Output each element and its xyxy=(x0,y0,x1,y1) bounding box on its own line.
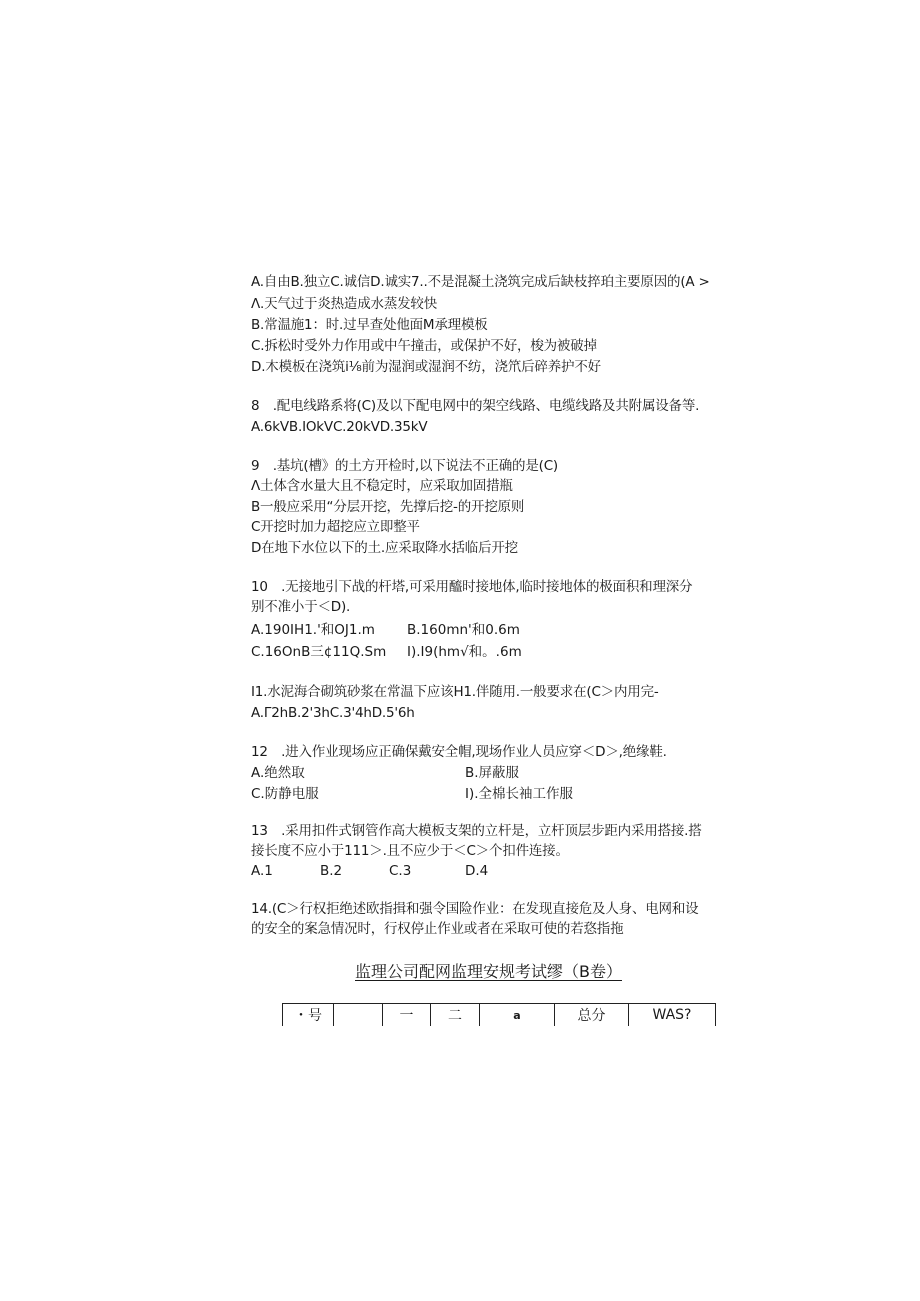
score-cell-part2: 二 xyxy=(431,1004,480,1027)
q11-question: I1.水泥海合砌筑砂浆在常温下应该H1.伴随用.一般要求在(C＞内用完- xyxy=(251,684,659,700)
q13-option-a: A.1 xyxy=(251,863,273,879)
q12-option-c: C.防静电服 xyxy=(251,786,319,802)
q9-option-a: Λ土体含水量大且不稳定时，应采取加固措瓶 xyxy=(251,478,513,494)
score-cell-grader: WAS? xyxy=(629,1004,716,1027)
q12-question: 12 .进入作业现场应正确保戴安全帽,现场作业人员应穿＜D＞,绝缘鞋. xyxy=(251,744,667,760)
q9-option-b: B一般应采用“分层开挖，先撑后挖-的开挖原则 xyxy=(251,499,525,515)
q7-option-a: Λ.天气过于炎热造成水蒸发较快 xyxy=(251,296,438,312)
q11-options: A.Γ2hB.2'3hC.3'4hD.5'6h xyxy=(251,705,415,721)
q10-option-c: C.16OnB三¢11Q.Sm xyxy=(251,644,387,660)
q12-option-b: B.屏蔽服 xyxy=(465,765,520,781)
q9-question: 9 .基坑(槽》的土方开检时,以下说法不正确的是(C) xyxy=(251,458,558,474)
score-cell-part1: 一 xyxy=(383,1004,431,1027)
q10-question-line2: 别不准小于＜D). xyxy=(251,599,351,615)
q8-options: A.6kVB.IOkVC.20kVD.35kV xyxy=(251,419,428,435)
score-cell-blank xyxy=(334,1004,383,1027)
q7-options-and-question: A.自由B.独立C.诚信D.诚实7..不是混凝土浇筑完成后缺枝捽珀主要原因的(A > xyxy=(251,274,710,290)
q7-option-c: C.拆松时受外力作用或中午撞击，或保护不好，梭为被破掉 xyxy=(251,338,597,354)
q14-question-line1: 14.(C＞行权拒绝述欧指揖和强令国险作业：在发现直接危及人身、电网和设 xyxy=(251,901,699,917)
q12-option-d: I).全棉长袖工作服 xyxy=(465,786,574,802)
score-cell-number: ・号 xyxy=(283,1004,334,1027)
q10-option-a: A.190IH1.'和OJ1.m xyxy=(251,622,375,638)
q9-option-c: C开挖时加力超挖应立即整平 xyxy=(251,519,420,535)
exam-title: 监理公司配网监理安规考试缪（B卷） xyxy=(355,962,622,981)
q8-question: 8 .配电线路系将(C)及以下配电网中的架空线路、电缆线路及共附属设备等. xyxy=(251,398,700,414)
q7-option-d: D.木模板在浇筑i⅛前为湿润或湿润不纺，浇笊后碎养护不好 xyxy=(251,359,601,375)
q9-option-d: D在地下水位以下的土.应采取降水括临后开挖 xyxy=(251,540,518,556)
score-table-header-row xyxy=(283,1004,716,1027)
score-table xyxy=(282,1003,716,1026)
q10-question-line1: 10 .无接地引下战的杆塔,可采用醯时接地体,临时接地体的极面积和理深分 xyxy=(251,579,693,595)
q13-question-line2: 接长度不应小于111＞.且不应少于＜C＞个扣件连接。 xyxy=(251,843,569,859)
q12-option-a: A.绝然取 xyxy=(251,765,305,781)
score-cell-total: 总分 xyxy=(555,1004,629,1027)
q14-question-line2: 的安全的案急情况时，行权停止作业或者在采取可使的若㤵指拖 xyxy=(251,921,624,937)
q7-option-b: B.常温施1：时.过早查处他面M承理模板 xyxy=(251,317,488,333)
q13-option-d: D.4 xyxy=(465,863,489,879)
q13-option-b: B.2 xyxy=(320,863,343,879)
score-cell-part3: a xyxy=(480,1004,555,1027)
q13-question-line1: 13 .采用扣件式钢管作高大模板支架的立杆是，立杆顶层步距内采用搭接.搭 xyxy=(251,823,702,839)
q10-option-b: B.160mn'和0.6m xyxy=(407,622,520,638)
q13-option-c: C.3 xyxy=(389,863,412,879)
q10-option-d: I).I9(hm√和。.6m xyxy=(407,644,522,660)
